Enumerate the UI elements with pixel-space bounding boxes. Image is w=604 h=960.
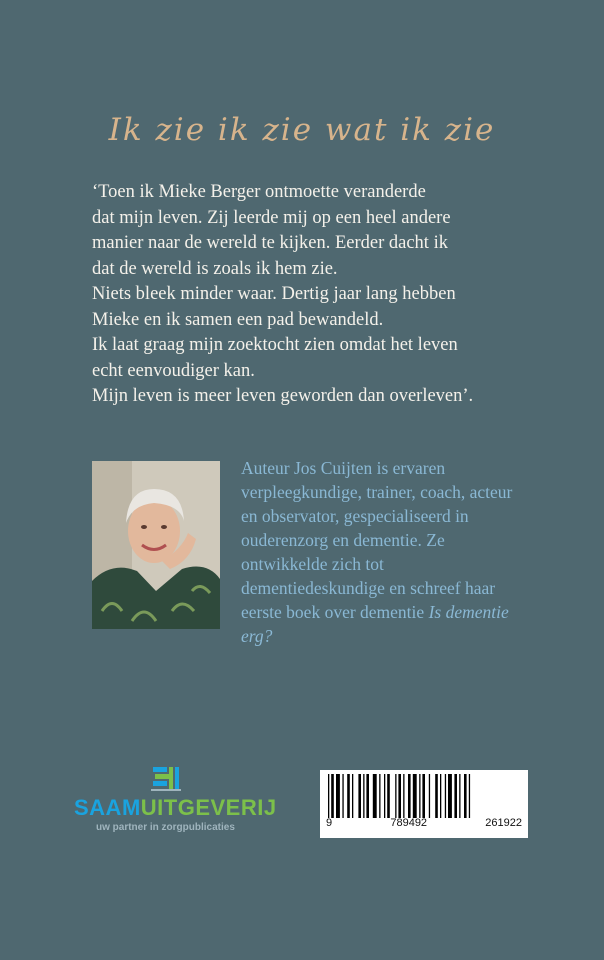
barcode-bar <box>352 774 353 818</box>
publisher-tagline: uw partner in zorgpublicaties <box>96 822 235 833</box>
isbn-barcode <box>320 770 528 838</box>
barcode-bar <box>358 774 361 818</box>
barcode-bar <box>328 774 329 818</box>
isbn-digit-group: 261922 <box>485 817 522 829</box>
barcode-bar <box>435 774 438 818</box>
barcode-bar <box>347 774 350 818</box>
barcode-bar <box>408 774 411 818</box>
publisher-logo <box>74 765 284 835</box>
barcode-bar <box>413 774 417 818</box>
barcode-bar <box>342 774 343 818</box>
quote-line: Mieke en ik samen een pad bewandeld. <box>92 309 384 330</box>
quote-line: Niets bleek minder waar. Dertig jaar lang hebben <box>92 284 456 304</box>
barcode-bar <box>422 774 425 818</box>
quote-line: Mijn leven is meer leven geworden dan overleven’. <box>92 386 474 406</box>
quote-line: manier naar de wereld te kijken. Eerder dacht ik <box>92 233 448 253</box>
barcode-bar <box>336 774 340 818</box>
quote-line: ‘Toen ik Mieke Berger ontmoette veranderde <box>92 182 426 202</box>
barcode-bar <box>363 774 364 818</box>
barcode-bar <box>419 774 420 818</box>
author-bio <box>241 456 531 648</box>
bio-text: Auteur Jos Cuijten is ervaren verpleegkundige, trainer, coach, acteur en observator, gespecialiseerd in ouderenzorg en dementie. Ze ontwikkelde zich tot dementiedeskundige en schreef haar eerste boek over dementie <box>241 458 513 622</box>
barcode-bar <box>459 774 460 818</box>
barcode-bar <box>384 774 385 818</box>
back-cover-quote <box>92 180 522 410</box>
barcode-bars <box>324 774 524 818</box>
quote-line: dat de wereld is zoals ik hem zie. <box>92 258 338 279</box>
barcode-bar <box>373 774 377 818</box>
barcode-bar <box>403 774 404 818</box>
publisher-name-saam: SAAM <box>74 795 141 820</box>
quote-line: echt eenvoudiger kan. <box>92 360 255 381</box>
bio-book-title: Is dementie erg? <box>241 602 509 646</box>
quote-line: Ik laat graag mijn zoektocht zien omdat het leven <box>92 335 458 355</box>
barcode-bar <box>429 774 430 818</box>
book-stack-icon <box>149 765 183 793</box>
book-title: Ik zie ik zie wat ik zie <box>108 112 496 148</box>
barcode-bar <box>398 774 401 818</box>
barcode-bar <box>331 774 334 818</box>
barcode-bar <box>448 774 452 818</box>
isbn-number <box>320 817 528 829</box>
publisher-name-uitgeverij: UITGEVERIJ <box>140 795 277 820</box>
barcode-bar <box>366 774 369 818</box>
publisher-name <box>74 795 284 821</box>
quote-line: dat mijn leven. Zij leerde mij op een heel andere <box>92 207 451 228</box>
author-photo <box>92 461 220 629</box>
barcode-bar <box>469 774 470 818</box>
barcode-bar <box>464 774 467 818</box>
barcode-bar <box>379 774 380 818</box>
barcode-bar <box>395 774 396 818</box>
barcode-bar <box>454 774 457 818</box>
barcode-bar <box>445 774 446 818</box>
barcode-bar <box>387 774 390 818</box>
isbn-digit-group: 9 <box>326 817 333 829</box>
barcode-bar <box>440 774 441 818</box>
isbn-digit-group: 789492 <box>390 817 428 829</box>
